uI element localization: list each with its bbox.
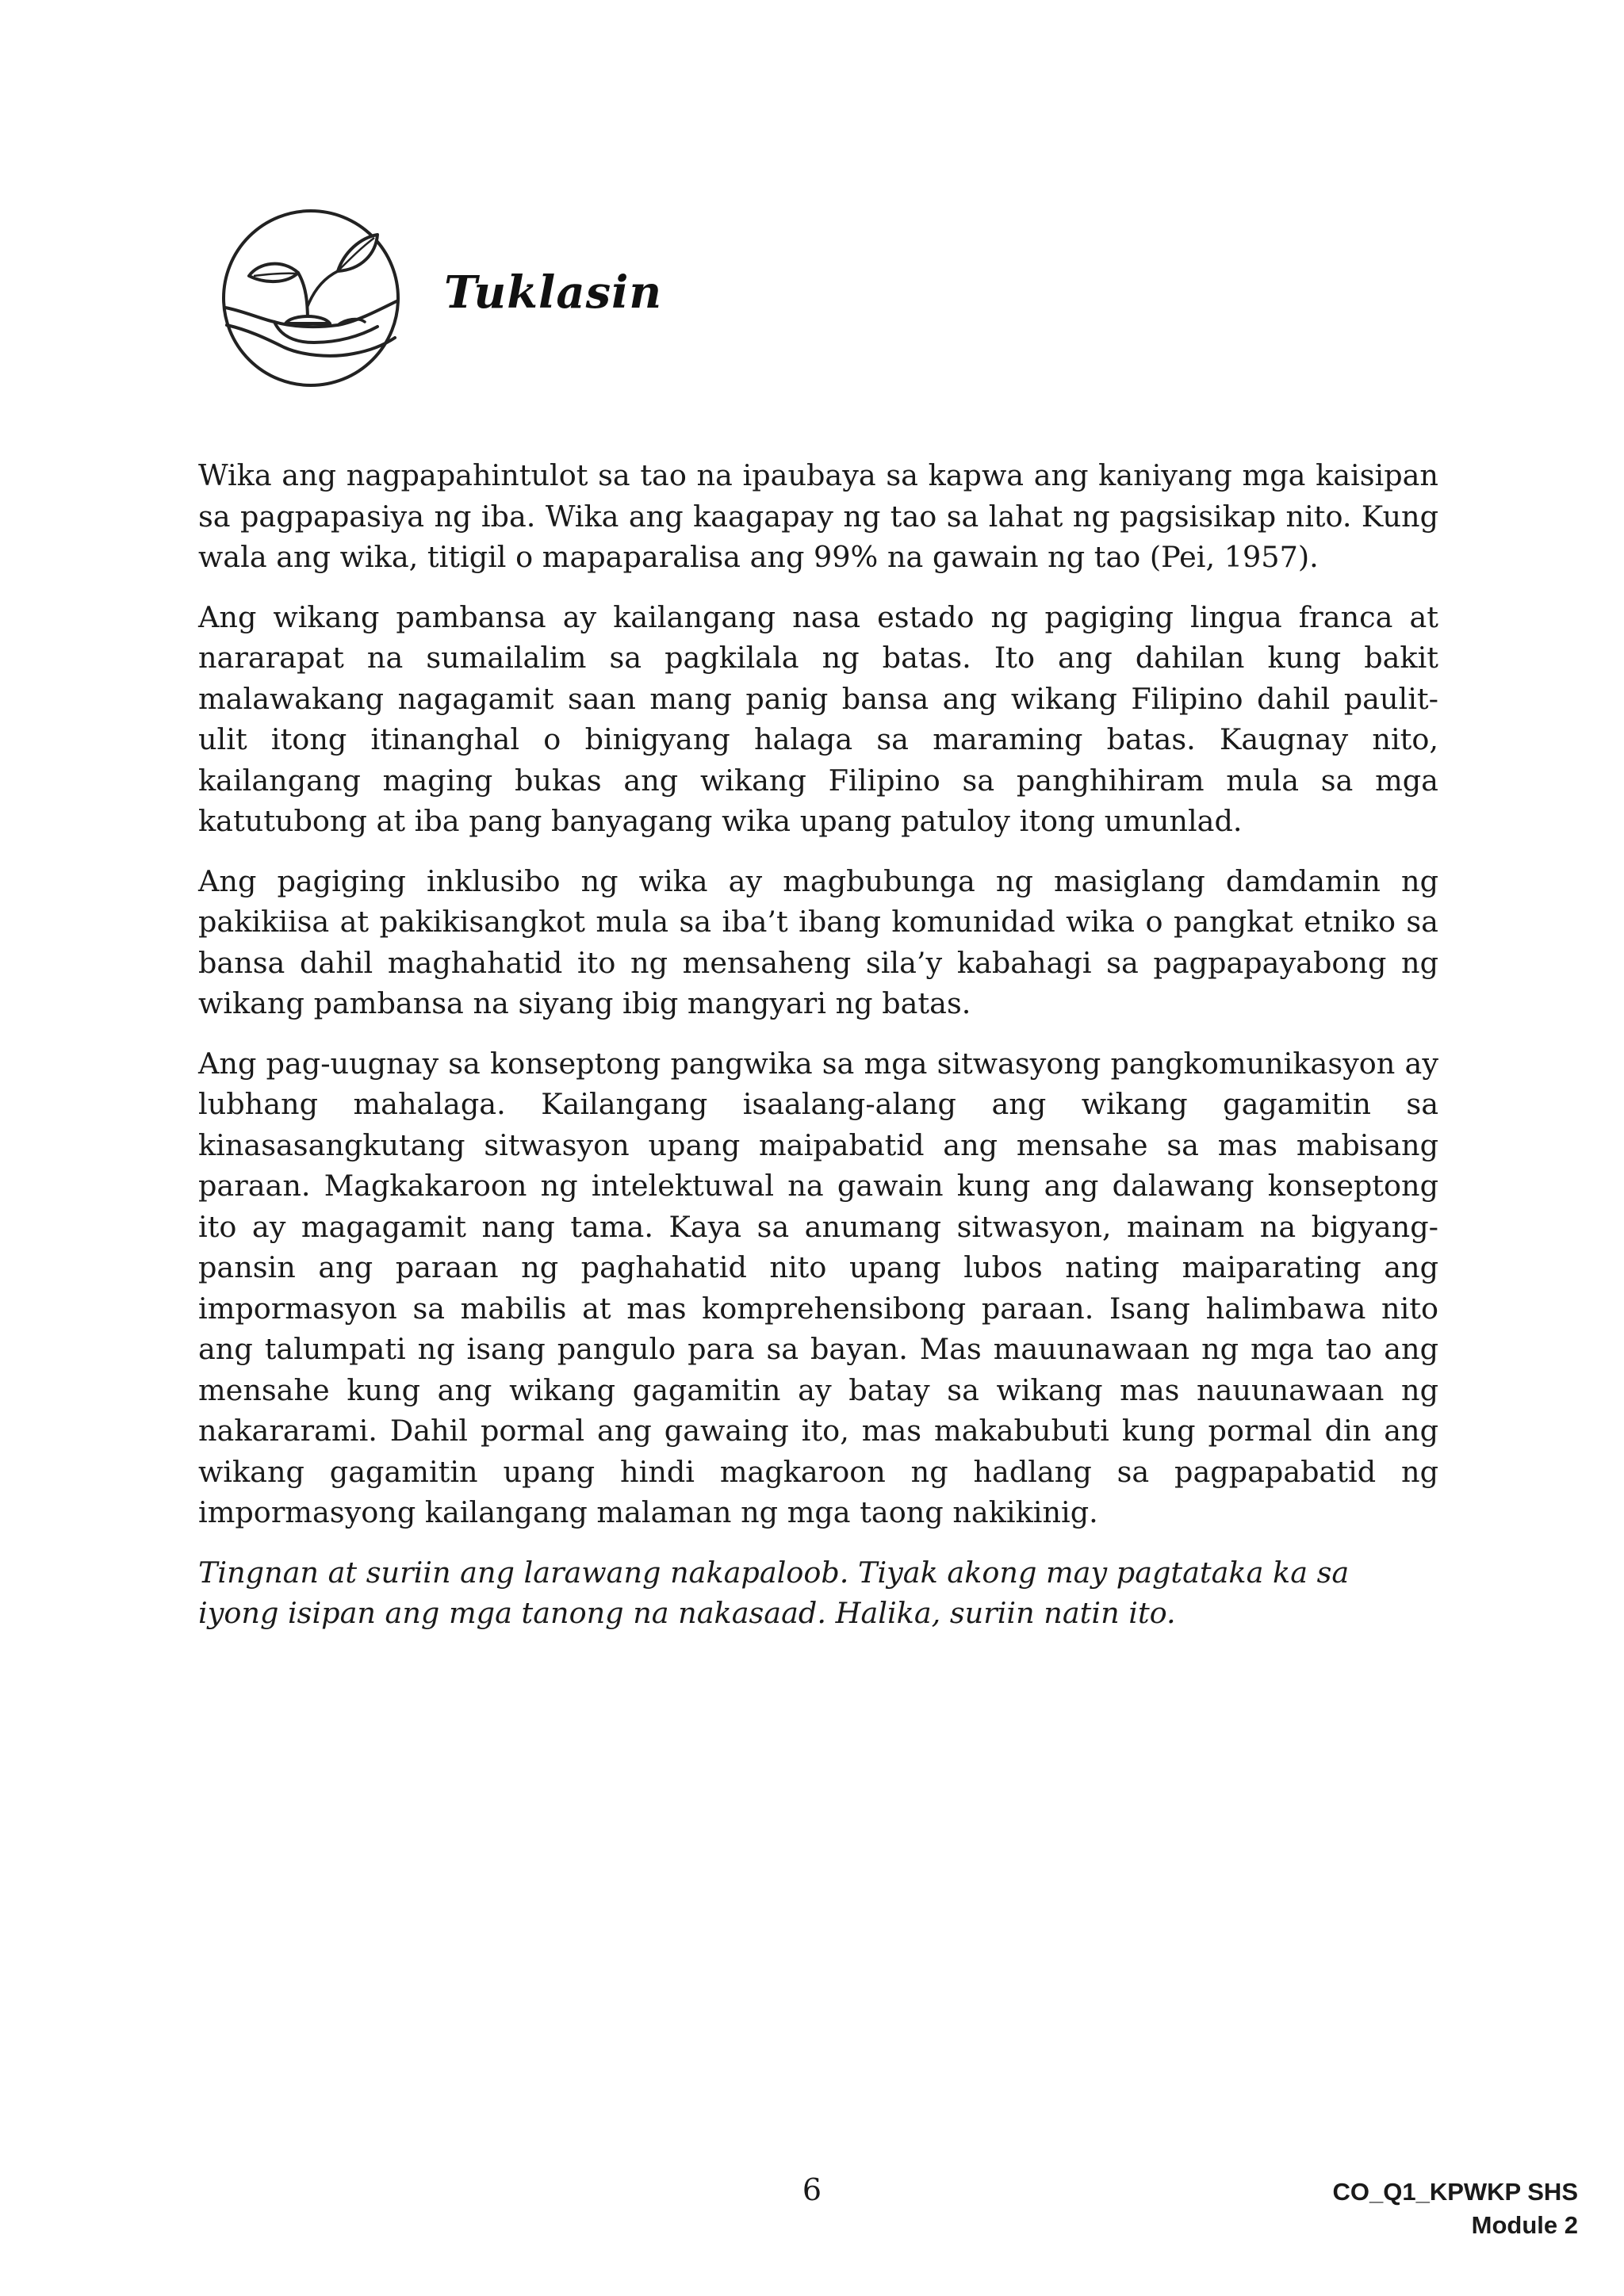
instruction-text: Tingnan at suriin ang larawang nakapaloob. Tiyak akong may pagtataka ka sa iyong isipan ang mga tanong na nakasaad. Halika, suriin natin ito. [198,1555,1350,1630]
paragraph: Ang wikang pambansa ay kailangang nasa estado ng pagiging lingua franca at nararapat na sumailalim sa pagkilala ng batas. Ito ang dahilan kung bakit malawakang nagagamit saan mang panig bansa ang wikang Filipino dahil paulit-ulit itong itinanghal o binigyang halaga sa maraming batas. Kaugnay nito, kailangang maging bukas ang wikang Filipino sa panghihiram mula sa mga katutubong at iba pang banyagang wika upang patuloy itong umunlad. [198,599,1438,838]
page-number: 6 [802,2172,822,2207]
section-title: Tuklasin [444,266,663,319]
paragraph: Ang pag-uugnay sa konseptong pangwika sa mga sitwasyong pangkomunikasyon ay lubhang mahalaga. Kailangang isaalang-alang ang wikang gagamitin sa kinasasangkutang sitwasyon upang maipabatid ang mensahe sa mas mabisang paraan. Magkakaroon ng intelektuwal na gawain kung ang dalawang konseptong ito ay magagamit nang tama. Kaya sa anumang sitwasyon, mainam na bigyang-pansin ang paraan ng paghahatid nito upang lubos nating maiparating ang impormasyon sa mabilis at mas komprehensibong paraan. Isang halimbawa nito ang talumpati ng isang pangulo para sa bayan. Mas mauunawaan ng mga tao ang mensahe kung ang wikang gagamitin ay batay sa wikang mas nauunawaan ng nakararami. Dahil pormal ang gawaing ito, mas makabubuti kung pormal din ang wikang gagamitin upang hindi magkaroon ng hadlang sa pagpapabatid ng impormasyong kailangang malaman ng mga taong nakikinig. [198,1046,1438,1529]
module-code [1332,2175,1578,2242]
paragraph: Ang pagiging inklusibo ng wika ay magbubunga ng masiglang damdamin ng pakikiisa at pakikisangkot mula sa iba’t ibang komunidad wika o pangkat etniko sa bansa dahil maghahatid ito ng mensaheng sila’y kabahagi sa pagpapayabong ng wikang pambansa na siyang ibig mangyari ng batas. [198,863,1438,1020]
module-code-line: CO_Q1_KPWKP SHS [1332,2178,1578,2206]
module-number: Module 2 [1471,2211,1578,2239]
hand-holding-seedling-icon [219,203,403,393]
paragraph: Wika ang nagpapahintulot sa tao na ipaubaya sa kapwa ang kaniyang mga kaisipan sa pagpapasiya ng iba. Wika ang kaagapay ng tao sa lahat ng pagsisikap nito. Kung wala ang wika, titigil o mapaparalisa ang 99% na gawain ng tao (Pei, 1957). [198,458,1438,574]
body-text [198,455,1438,1653]
